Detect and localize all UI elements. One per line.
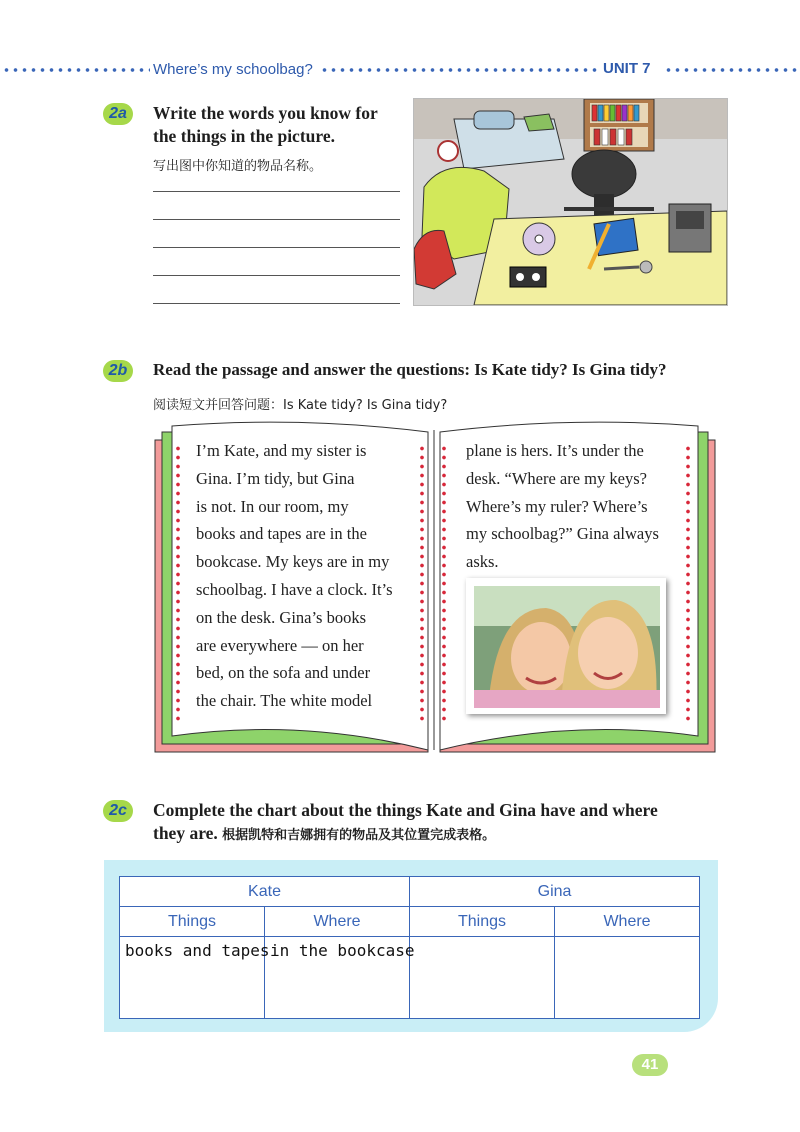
passage-line: Where’s my ruler? Where’s bbox=[466, 496, 648, 516]
header-gina-where: Where bbox=[555, 907, 700, 937]
instruction-2c-bold: they are. bbox=[153, 823, 218, 843]
instruction-2b: Read the passage and answer the questions: Is Kate tidy? Is Gina tidy? bbox=[153, 360, 667, 379]
instruction-2c-line2 bbox=[153, 822, 495, 847]
diamond-border-center-left bbox=[418, 444, 426, 722]
passage-left-page bbox=[196, 437, 393, 715]
answer-line[interactable] bbox=[153, 275, 400, 276]
passage-line: desk. “Where are my keys? bbox=[466, 468, 647, 488]
gina-things-cell[interactable] bbox=[410, 937, 555, 1019]
header-gina-things: Things bbox=[410, 907, 555, 937]
instruction-2a-chinese: 写出图中你知道的物品名称。 bbox=[153, 159, 323, 174]
kate-gina-chart bbox=[119, 876, 700, 1019]
answer-line[interactable] bbox=[153, 303, 400, 304]
passage-line: my schoolbag?” Gina always bbox=[466, 524, 659, 544]
badge-2a: 2a bbox=[103, 103, 133, 125]
passage-line: schoolbag. I have a clock. It’s bbox=[196, 579, 393, 599]
diamond-border-center-right bbox=[440, 444, 448, 722]
answer-line[interactable] bbox=[153, 247, 400, 248]
instruction-2a-line2: the things in the picture. bbox=[153, 126, 335, 146]
header-title: Where’s my schoolbag? bbox=[153, 61, 313, 78]
passage-line: the chair. The white model bbox=[196, 691, 373, 711]
passage-line: bed, on the sofa and under bbox=[196, 663, 371, 683]
header-gina: Gina bbox=[410, 877, 700, 907]
kate-and-gina-photo bbox=[466, 578, 666, 714]
kate-where-cell[interactable]: in the bookcase bbox=[265, 937, 410, 1019]
instruction-2c-line1: Complete the chart about the things Kate and Gina have and where bbox=[153, 800, 658, 820]
diamond-border-right bbox=[684, 444, 692, 722]
instruction-2b-chinese: 阅读短文并回答问题：Is Kate tidy? Is Gina tidy? bbox=[153, 398, 448, 413]
badge-2b: 2b bbox=[103, 360, 133, 382]
passage-line: plane is hers. It’s under the bbox=[466, 441, 644, 460]
passage-line: asks. bbox=[466, 552, 499, 572]
badge-2c: 2c bbox=[103, 800, 133, 822]
header-dots-left bbox=[2, 66, 150, 74]
header-dots-right bbox=[664, 66, 800, 74]
passage-right-page bbox=[466, 437, 659, 576]
passage-line: is not. In our room, my bbox=[196, 496, 349, 516]
unit-label: UNIT 7 bbox=[603, 60, 651, 77]
passage-line: on the desk. Gina’s books bbox=[196, 607, 367, 627]
instruction-2c-chinese: 根据凯特和吉娜拥有的物品及其位置完成表格。 bbox=[222, 828, 496, 843]
answer-line[interactable] bbox=[153, 219, 400, 220]
gina-where-cell[interactable] bbox=[555, 937, 700, 1019]
header-kate: Kate bbox=[120, 877, 410, 907]
diamond-border-left bbox=[174, 444, 182, 722]
header-kate-things: Things bbox=[120, 907, 265, 937]
header-kate-where: Where bbox=[265, 907, 410, 937]
passage-line: bookcase. My keys are in my bbox=[196, 552, 390, 572]
kate-things-cell[interactable]: books and tapes bbox=[120, 937, 265, 1019]
instruction-2a-line1: Write the words you know for bbox=[153, 103, 378, 123]
passage-line: books and tapes are in the bbox=[196, 524, 367, 544]
passage-line: I’m Kate, and my sister is bbox=[196, 441, 367, 460]
messy-room-illustration bbox=[413, 98, 728, 306]
header-dots-middle bbox=[320, 66, 598, 74]
answer-line[interactable] bbox=[153, 191, 400, 192]
passage-line: are everywhere — on her bbox=[196, 635, 364, 655]
passage-line: Gina. I’m tidy, but Gina bbox=[196, 468, 355, 488]
page-number: 41 bbox=[632, 1054, 668, 1076]
